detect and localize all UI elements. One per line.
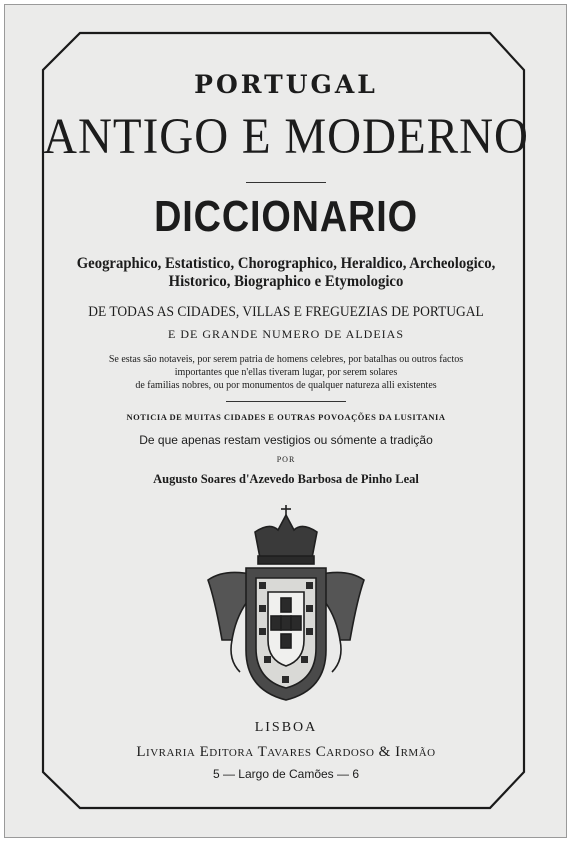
notice-heading: NOTICIA DE MUITAS CIDADES E OUTRAS POVOAÇÕES DA LUSITANIA xyxy=(126,412,446,422)
subtitle-line-1: Geographico, Estatistico, Chorographico, Heraldico, Archeologico, xyxy=(76,255,496,272)
notice-subheading: De que apenas restam vestigios ou sómente a tradição xyxy=(139,433,433,447)
imprint-address: 5 — Largo de Camões — 6 xyxy=(212,767,360,781)
title-portugal: PORTUGAL xyxy=(194,70,378,99)
scope-line-1: DE TODAS AS CIDADES, VILLAS E FREGUEZIAS DE PORTUGAL xyxy=(88,304,484,320)
note-line-1: Se estas são notaveis, por serem patria de homens celebres, por batalhas ou outros factos xyxy=(108,354,464,365)
author-name: Augusto Soares d'Azevedo Barbosa de Pinho Leal xyxy=(153,472,419,486)
note-line-3: de familias nobres, ou por monumentos de qualquer natureza alli existentes xyxy=(135,380,437,391)
subtitle-line-2: Historico, Biographico e Etymologico xyxy=(168,273,404,290)
scope-line-2: E DE GRANDE NUMERO DE ALDEIAS xyxy=(168,327,404,341)
title-diccionario: DICCIONARIO xyxy=(154,192,418,241)
note-line-2: importantes que n'ellas tiveram lugar, por serem solares xyxy=(174,367,398,378)
imprint-city: LISBOA xyxy=(254,720,318,735)
imprint-publisher: Livraria Editora Tavares Cardoso & Irmão xyxy=(136,744,436,760)
title-antigo-e-moderno: ANTIGO E MODERNO xyxy=(43,108,529,166)
por-label: POR xyxy=(276,455,296,464)
